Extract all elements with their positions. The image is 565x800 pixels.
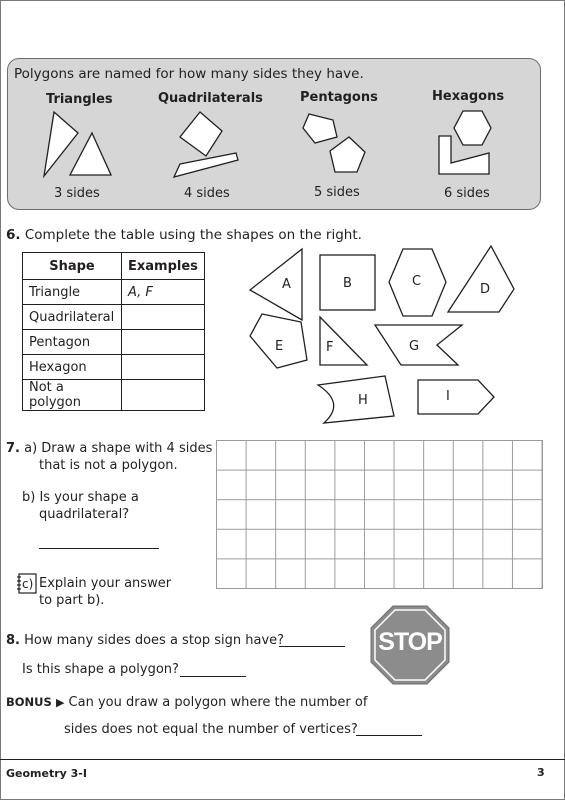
drawing-grid[interactable] xyxy=(216,440,543,589)
example-pentagon-2 xyxy=(330,137,365,172)
example-triangle-2 xyxy=(70,133,111,175)
shape-label-d: D xyxy=(480,282,491,297)
question-7c-label: c) xyxy=(22,577,34,591)
side-count-pentagons: 5 sides xyxy=(314,185,360,200)
question-7c-line1: Explain your answer xyxy=(39,576,172,591)
bonus-arrow-icon: ▶ xyxy=(55,696,65,709)
question-6-text: Complete the table using the shapes on the right. xyxy=(24,227,362,243)
question-7-part-a xyxy=(6,440,212,458)
table-cell-examples[interactable] xyxy=(122,305,205,330)
table-cell-examples[interactable] xyxy=(122,380,205,411)
table-cell-shape: Pentagon xyxy=(23,330,122,355)
side-count-triangles: 3 sides xyxy=(54,186,100,201)
table-cell-shape: Not a polygon xyxy=(23,380,122,411)
shape-a xyxy=(250,249,302,320)
shape-label-c: C xyxy=(412,274,422,289)
table-header-row xyxy=(23,253,205,280)
table-header-examples: Examples xyxy=(122,253,205,280)
question-8-line1 xyxy=(6,632,284,650)
footer-rule xyxy=(0,759,565,760)
bonus-text-1: Can you draw a polygon where the number of xyxy=(68,695,368,710)
table-cell-examples[interactable] xyxy=(122,330,205,355)
table-row xyxy=(23,280,205,305)
table-row xyxy=(23,355,205,380)
category-title-quadrilaterals: Quadrilaterals xyxy=(158,91,263,106)
table-cell-shape: Triangle xyxy=(23,280,122,305)
intro-shapes-illustration xyxy=(0,100,545,185)
bonus-label: BONUS xyxy=(6,695,52,709)
shape-label-h: H xyxy=(358,393,368,408)
shape-i xyxy=(418,380,494,414)
table-cell-examples[interactable] xyxy=(122,355,205,380)
table-header-shape: Shape xyxy=(23,253,122,280)
question-8-answer-line-2[interactable] xyxy=(180,676,246,677)
shape-set-illustration xyxy=(240,240,530,425)
question-7a-line1: a) Draw a shape with 4 sides xyxy=(24,441,213,456)
shape-d xyxy=(448,246,514,312)
example-hexagon-1 xyxy=(454,111,491,145)
shape-label-e: E xyxy=(275,339,284,354)
shape-label-a: A xyxy=(282,277,291,292)
question-8-answer-line-1[interactable] xyxy=(279,646,345,647)
table-row xyxy=(23,305,205,330)
side-count-quadrilaterals: 4 sides xyxy=(184,186,230,201)
question-8-number: 8. xyxy=(6,633,20,648)
question-7-number: 7. xyxy=(6,441,20,456)
shape-label-i: I xyxy=(446,389,450,404)
table-row xyxy=(23,380,205,411)
bonus-text-2: sides does not equal the number of vertices? xyxy=(64,722,358,737)
bonus-line1 xyxy=(6,693,367,712)
question-7c-line2: to part b). xyxy=(39,593,105,608)
example-quadrilateral-1 xyxy=(180,112,222,156)
question-7a-line2: that is not a polygon. xyxy=(39,458,178,473)
table-row xyxy=(23,330,205,355)
footer-page-number: 3 xyxy=(537,766,545,779)
question-7b-line1: b) Is your shape a xyxy=(22,490,139,505)
question-8-text-1: How many sides does a stop sign have? xyxy=(24,633,285,648)
intro-text: Polygons are named for how many sides they have. xyxy=(14,66,364,82)
table-cell-shape: Quadrilateral xyxy=(23,305,122,330)
category-title-triangles: Triangles xyxy=(46,92,113,107)
question-6-number: 6. xyxy=(6,227,21,243)
category-title-hexagons: Hexagons xyxy=(432,89,505,104)
question-7b-line2: quadrilateral? xyxy=(39,507,130,522)
stop-sign-text: STOP xyxy=(378,628,442,656)
shape-label-g: G xyxy=(409,339,420,354)
category-title-pentagons: Pentagons xyxy=(300,90,378,105)
question-7b-answer-line[interactable] xyxy=(39,548,159,549)
shape-label-f: F xyxy=(326,340,334,355)
bonus-answer-line[interactable] xyxy=(356,735,422,736)
table-cell-shape: Hexagon xyxy=(23,355,122,380)
example-triangle-1 xyxy=(44,112,78,176)
footer-section-title: Geometry 3-I xyxy=(6,767,87,780)
table-cell-examples[interactable]: A, F xyxy=(122,280,205,305)
shape-table xyxy=(22,252,205,411)
side-count-hexagons: 6 sides xyxy=(444,186,490,201)
example-pentagon-1 xyxy=(303,114,337,143)
question-8-text-2: Is this shape a polygon? xyxy=(22,662,179,677)
shape-h xyxy=(318,376,394,423)
shape-label-b: B xyxy=(343,276,352,291)
